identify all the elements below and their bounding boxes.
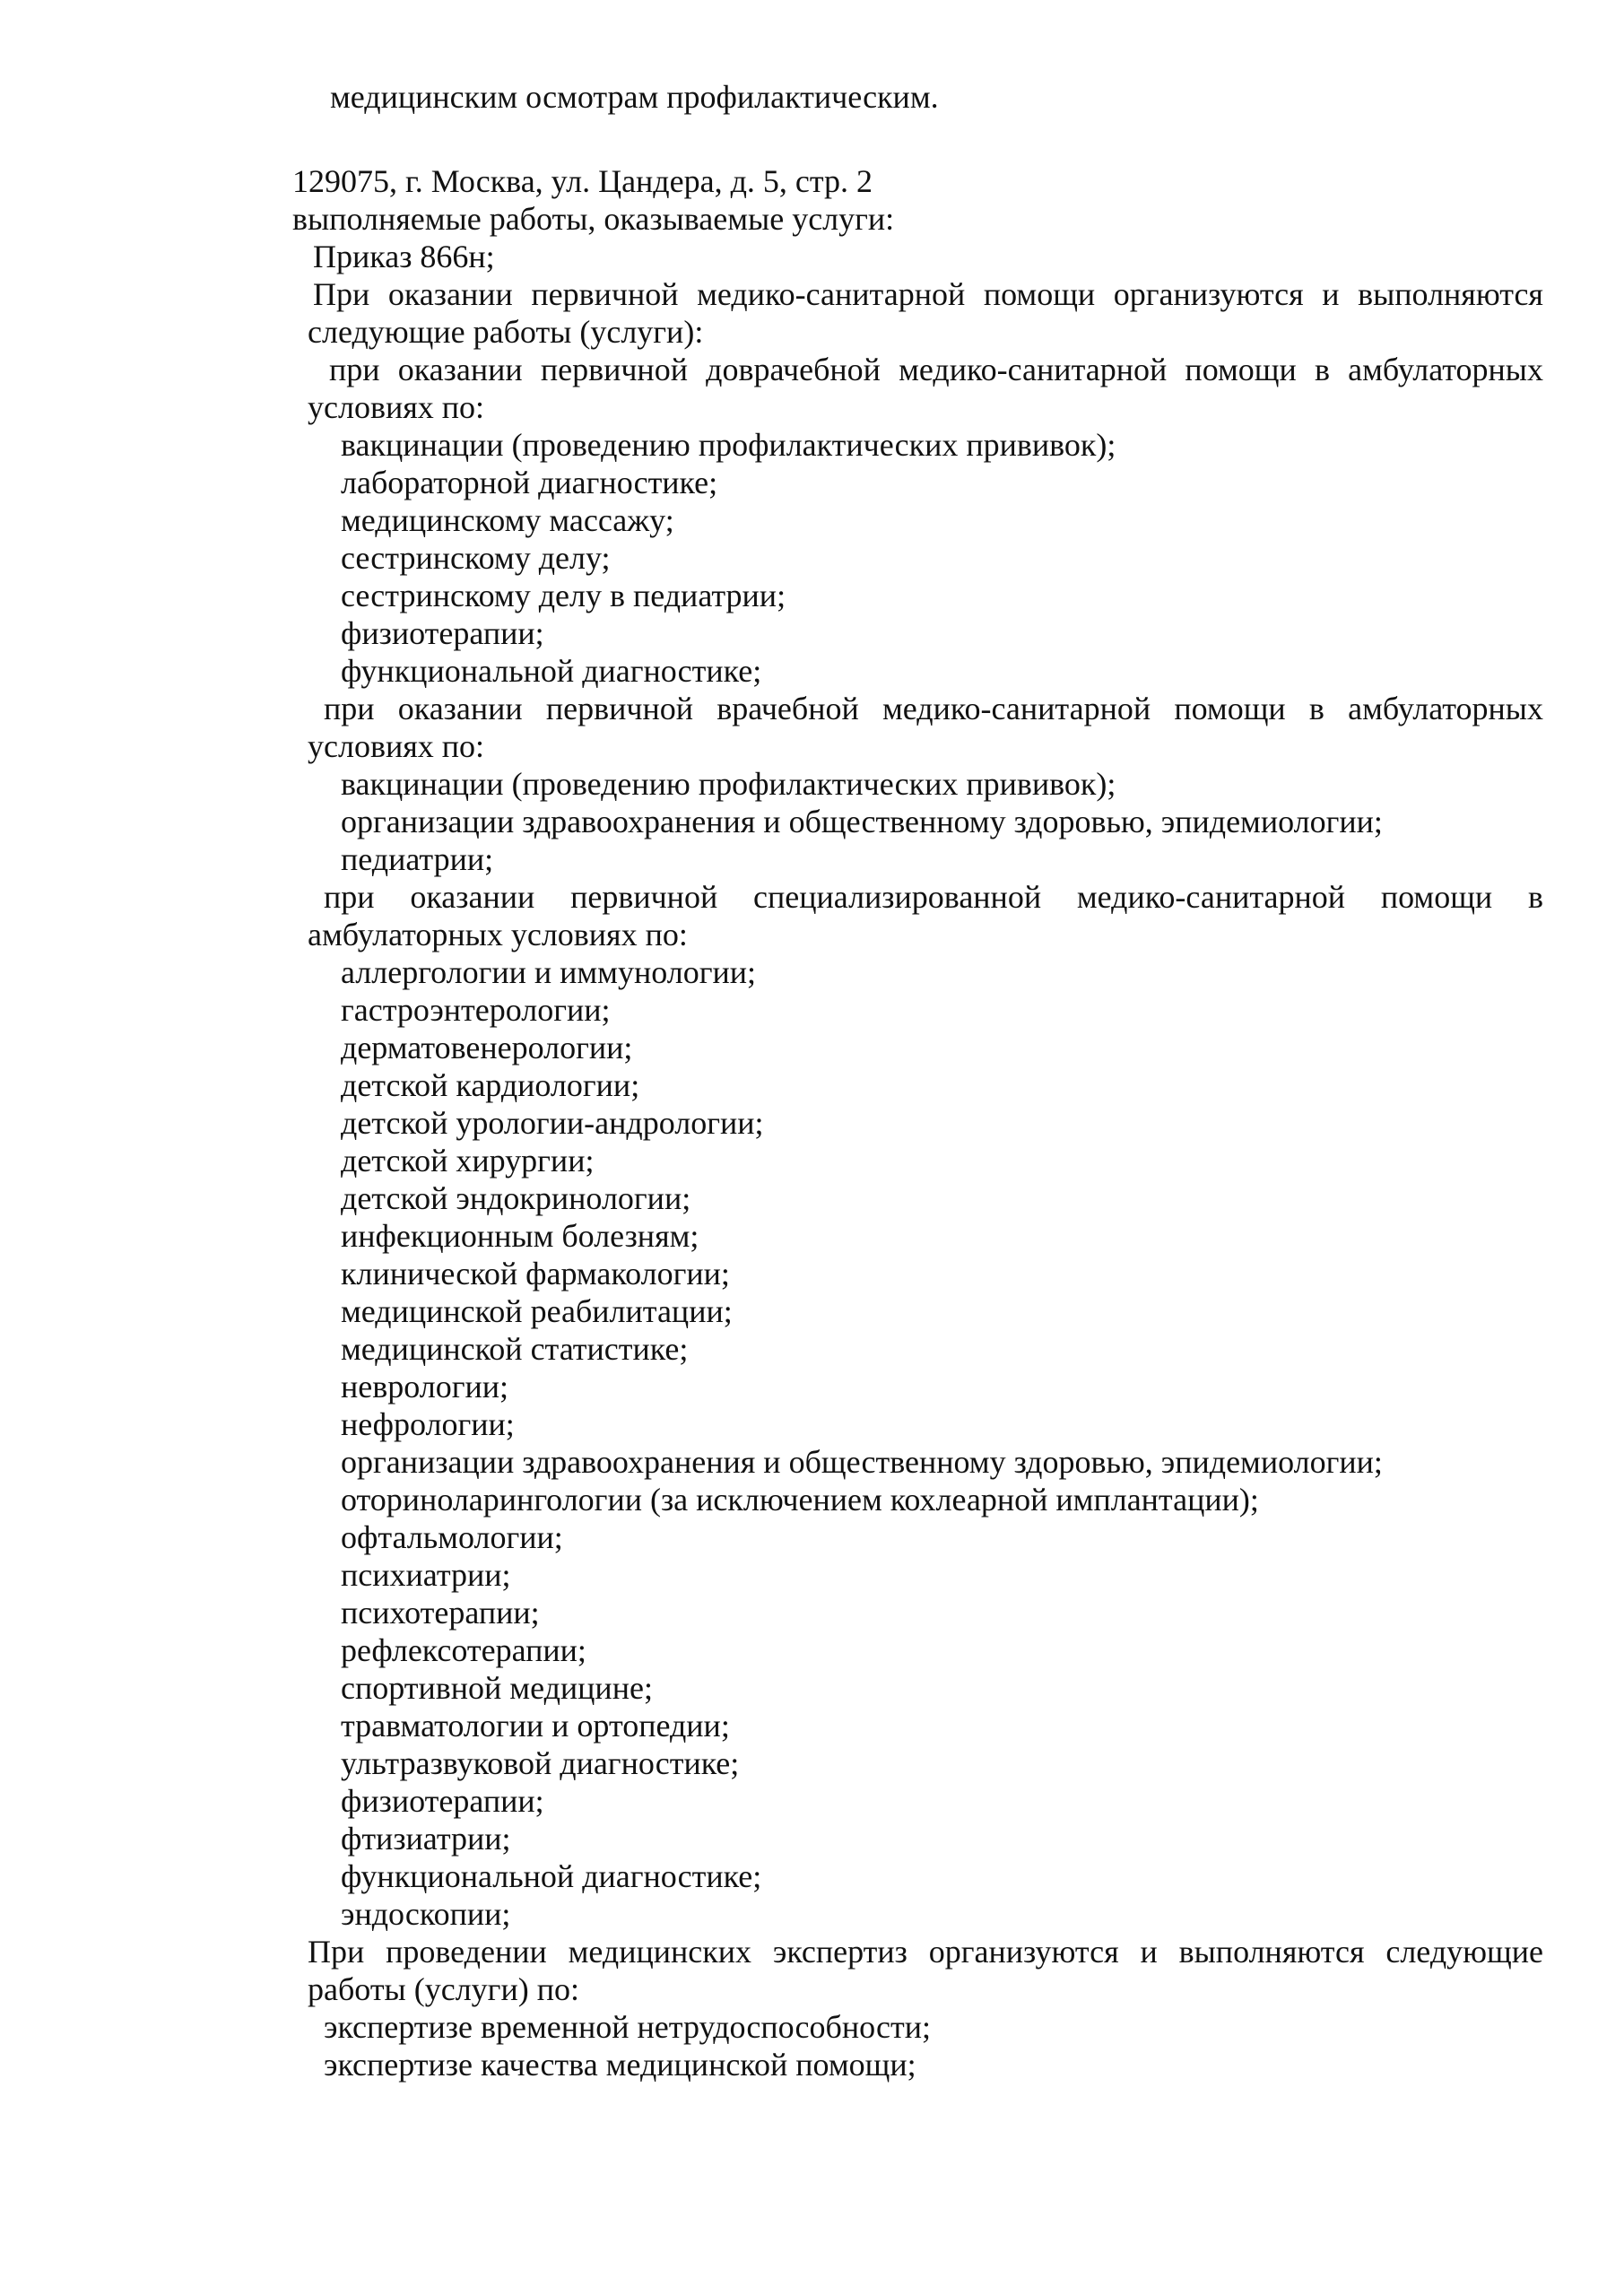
vrach-heading-line-2: условиях по: bbox=[308, 728, 485, 764]
special-item: офтальмологии; bbox=[341, 1519, 563, 1555]
address-line: 129075, г. Москва, ул. Цандера, д. 5, стр. 2 bbox=[292, 163, 873, 199]
special-item: фтизиатрии; bbox=[341, 1821, 511, 1857]
vrach-heading-line-1: при оказании первичной врачебной медико-санитарной помощи в амбулаторных bbox=[324, 691, 1543, 726]
special-item: гастроэнтерологии; bbox=[341, 992, 611, 1028]
special-item: медицинской статистике; bbox=[341, 1331, 689, 1367]
special-item: функциональной диагностике; bbox=[341, 1858, 762, 1894]
special-item: психотерапии; bbox=[341, 1595, 540, 1631]
special-item: детской хирургии; bbox=[341, 1143, 595, 1178]
prevrach-item: лабораторной диагностике; bbox=[341, 465, 718, 500]
expertise-heading-line-2: работы (услуги) по: bbox=[308, 1971, 579, 2007]
special-item: аллергологии и иммунологии; bbox=[341, 954, 757, 990]
special-item: инфекционным болезням; bbox=[341, 1218, 699, 1254]
vrach-item: вакцинации (проведению профилактических прививок); bbox=[341, 766, 1116, 802]
special-item: спортивной медицине; bbox=[341, 1670, 653, 1706]
special-item: ультразвуковой диагностике; bbox=[341, 1745, 740, 1781]
special-item: организации здравоохранения и общественному здоровью, эпидемиологии; bbox=[341, 1444, 1383, 1480]
prevrach-item: функциональной диагностике; bbox=[341, 653, 762, 689]
special-item: рефлексотерапии; bbox=[341, 1632, 586, 1668]
vrach-item: организации здравоохранения и общественному здоровью, эпидемиологии; bbox=[341, 804, 1383, 839]
prevrach-item: медицинскому массажу; bbox=[341, 502, 674, 538]
special-item: детской эндокринологии; bbox=[341, 1180, 691, 1216]
special-item: нефрологии; bbox=[341, 1406, 515, 1442]
primary-intro-line-2: следующие работы (услуги): bbox=[308, 314, 704, 350]
special-item: клинической фармакологии; bbox=[341, 1256, 730, 1292]
special-item: физиотерапии; bbox=[341, 1783, 544, 1819]
vrach-item: педиатрии; bbox=[341, 841, 494, 877]
expertise-item: экспертизе качества медицинской помощи; bbox=[324, 2047, 916, 2083]
special-item: психиатрии; bbox=[341, 1557, 511, 1593]
prevrach-item: сестринскому делу; bbox=[341, 540, 611, 576]
prevrach-item: сестринскому делу в педиатрии; bbox=[341, 578, 786, 613]
special-item: детской кардиологии; bbox=[341, 1067, 640, 1103]
special-item: эндоскопии; bbox=[341, 1896, 511, 1932]
prevrach-heading-line-1: при оказании первичной доврачебной медико-санитарной помощи в амбулаторных bbox=[329, 352, 1543, 387]
special-item: оториноларингологии (за исключением кохлеарной имплантации); bbox=[341, 1482, 1259, 1518]
special-heading-line-1: при оказании первичной специализированной медико-санитарной помощи в bbox=[324, 879, 1543, 915]
works-heading: выполняемые работы, оказываемые услуги: bbox=[292, 201, 895, 237]
prevrach-item: вакцинации (проведению профилактических прививок); bbox=[341, 427, 1116, 463]
expertise-heading-line-1: При проведении медицинских экспертиз организуются и выполняются следующие bbox=[308, 1934, 1543, 1970]
special-item: травматологии и ортопедии; bbox=[341, 1708, 730, 1744]
special-heading-line-2: амбулаторных условиях по: bbox=[308, 917, 688, 952]
primary-intro-line-1: При оказании первичной медико-санитарной помощи организуются и выполняются bbox=[313, 276, 1543, 312]
prevrach-heading-line-2: условиях по: bbox=[308, 389, 485, 425]
special-item: дерматовенерологии; bbox=[341, 1030, 633, 1065]
special-item: медицинской реабилитации; bbox=[341, 1293, 733, 1329]
prevrach-item: физиотерапии; bbox=[341, 615, 544, 651]
special-item: детской урологии-андрологии; bbox=[341, 1105, 764, 1141]
special-item: неврологии; bbox=[341, 1369, 509, 1405]
expertise-item: экспертизе временной нетрудоспособности; bbox=[324, 2009, 931, 2045]
order-line: Приказ 866н; bbox=[313, 239, 495, 274]
intro-tail-line: медицинским осмотрам профилактическим. bbox=[330, 79, 939, 115]
